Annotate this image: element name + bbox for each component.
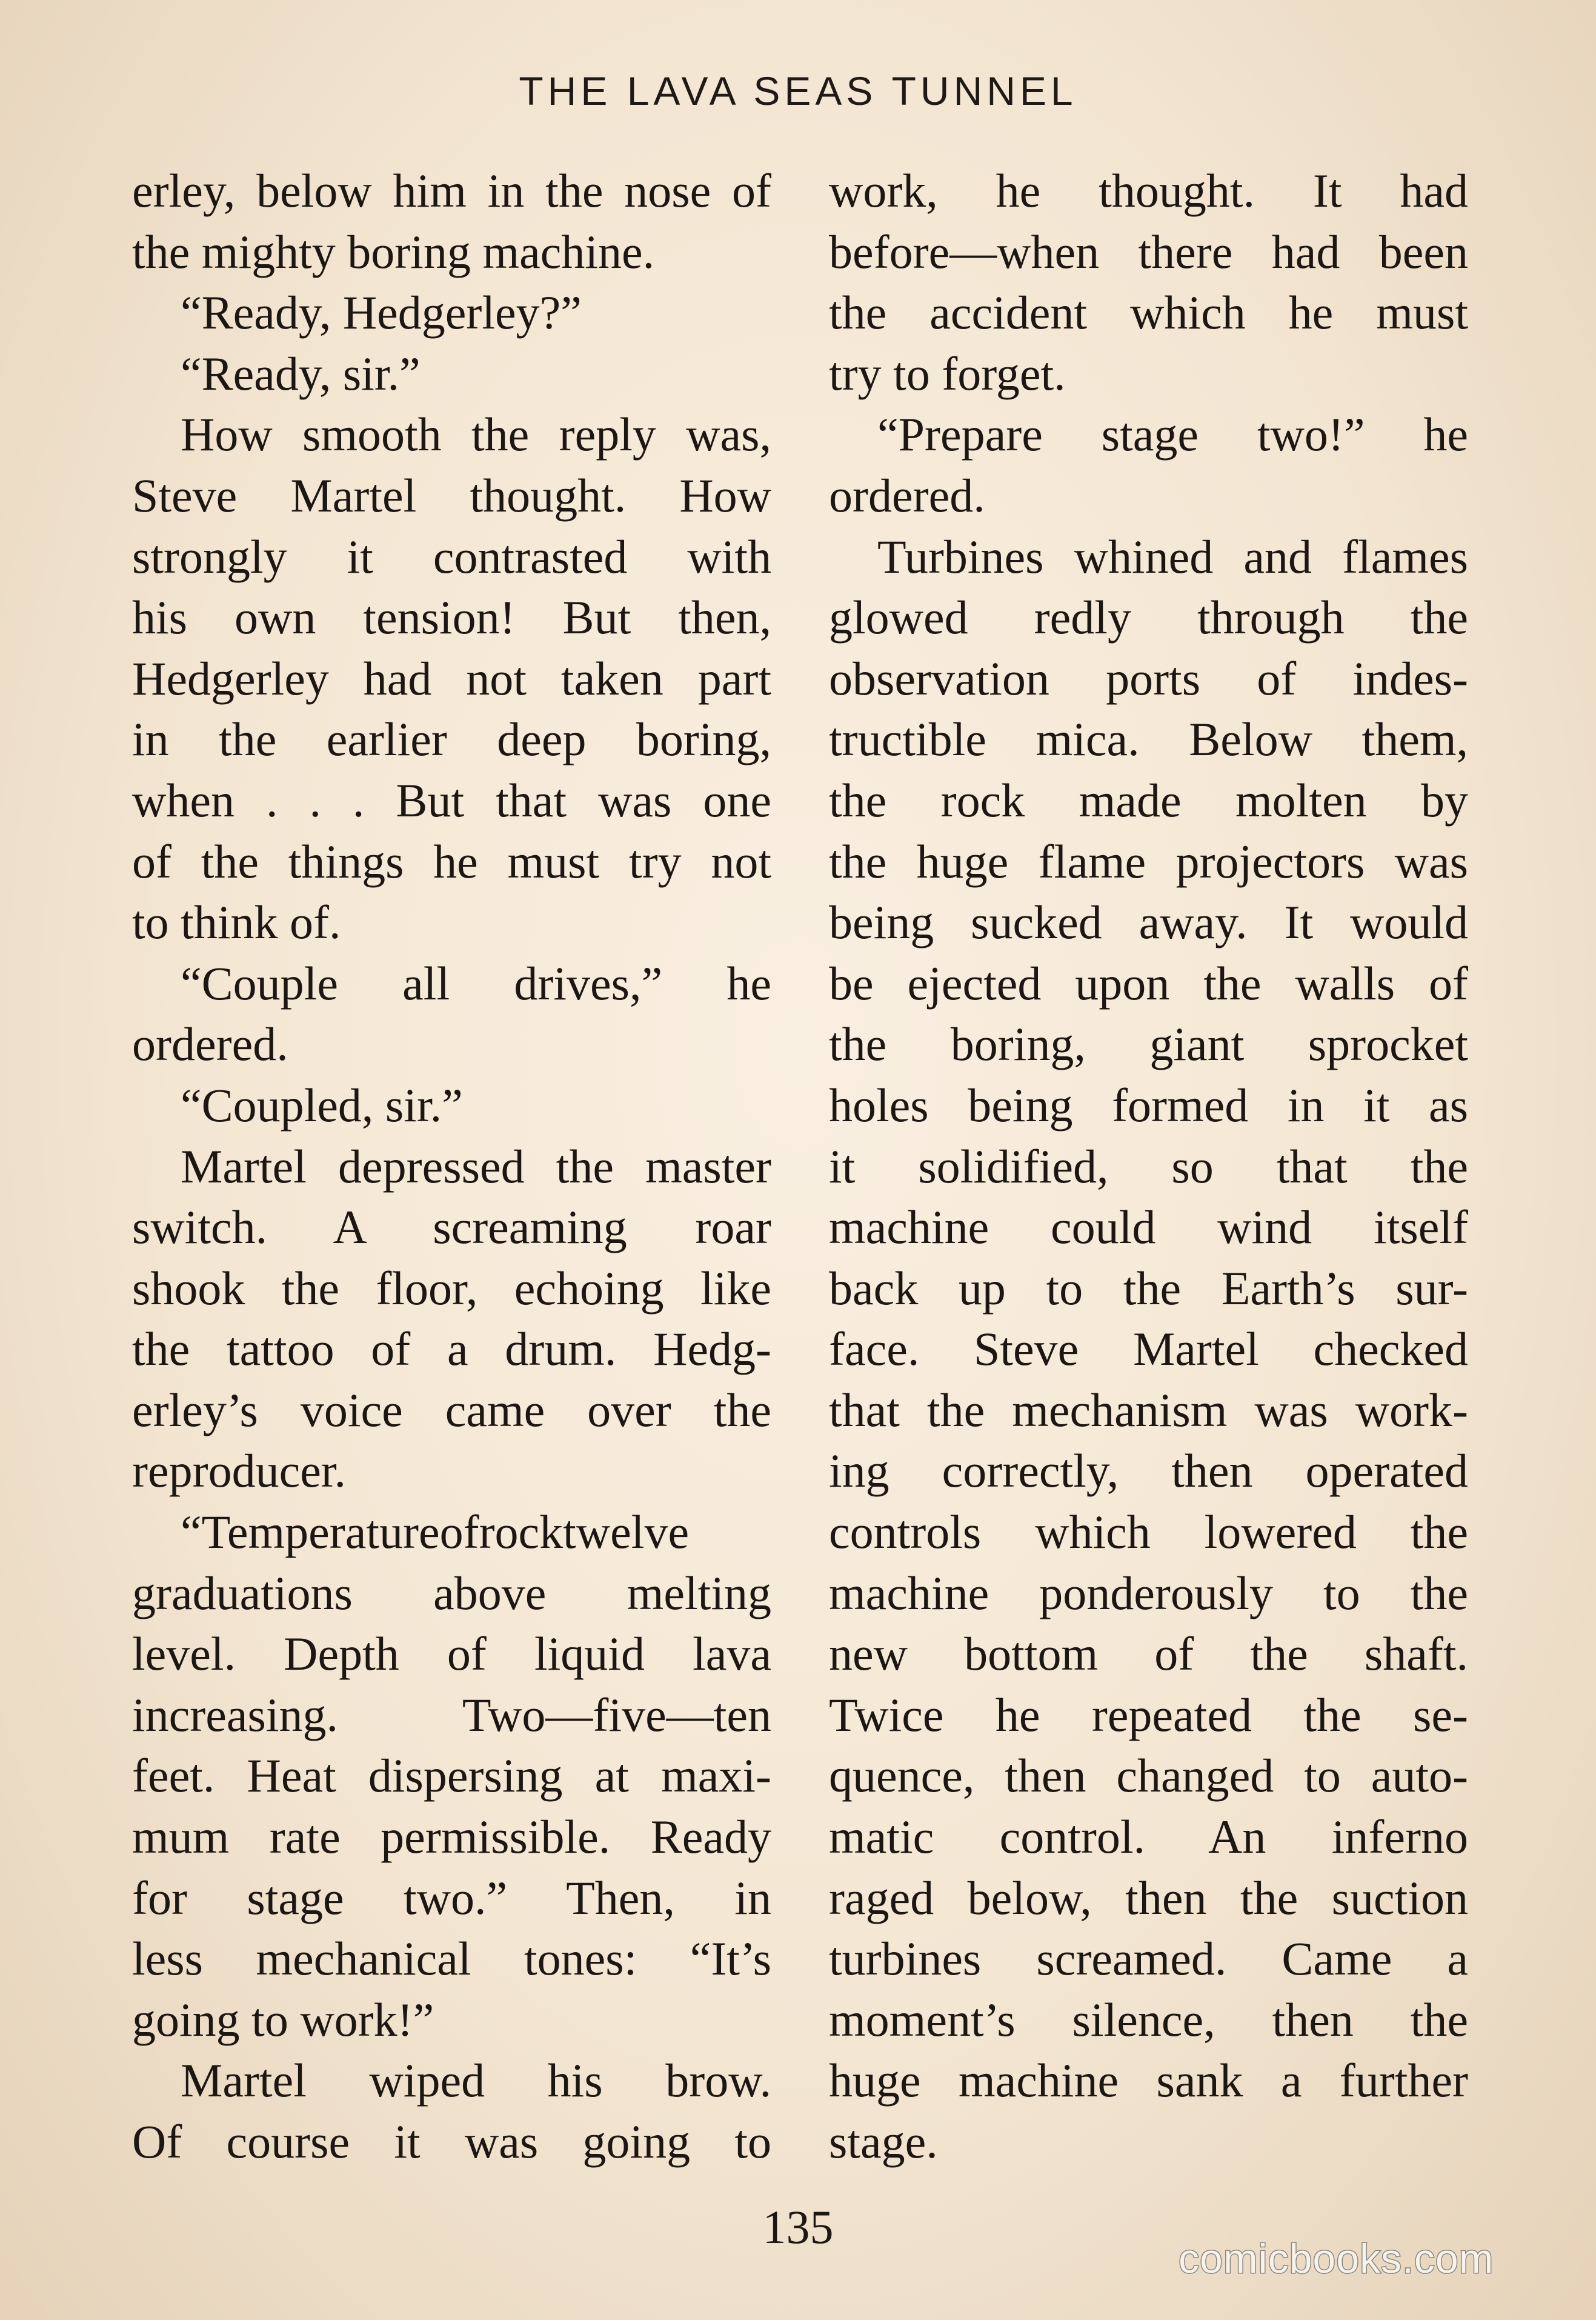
text-line: the mighty boring machine. — [132, 225, 655, 278]
text-line: work, he thought. It had — [829, 164, 1468, 217]
text-line: level. Depth of liquid lava — [132, 1627, 771, 1681]
watermark: comicbooks.com — [1179, 2236, 1494, 2282]
text-line: mum rate permissible. Ready — [132, 1810, 771, 1864]
text-line: be ejected upon the walls of — [829, 956, 1468, 1010]
text-line: erley’s voice came over the — [132, 1383, 771, 1436]
text-line: for stage two.” Then, in — [132, 1871, 771, 1924]
text-line: of the things he must try not — [132, 835, 771, 888]
text-line: the boring, giant sprocket — [829, 1018, 1468, 1071]
text-line: the rock made molten by — [829, 773, 1468, 827]
text-line: glowed redly through the — [829, 591, 1468, 644]
text-line: strongly it contrasted with — [132, 530, 771, 583]
text-line: new bottom of the shaft. — [829, 1627, 1468, 1681]
text-line: to think of. — [132, 896, 341, 949]
text-line: quence, then changed to auto- — [829, 1749, 1468, 1802]
text-line: “Ready, sir.” — [181, 347, 421, 400]
text-line: How smooth the reply was, — [181, 408, 771, 461]
text-line: “Temperatureofrocktwelve — [181, 1505, 690, 1559]
running-head: THE LAVA SEAS TUNNEL — [519, 68, 1077, 113]
text-line: Hedgerley had not taken part — [132, 652, 771, 705]
text-line: reproducer. — [132, 1444, 346, 1498]
text-line: going to work!” — [132, 1993, 434, 2046]
text-line: “Prepare stage two!” he — [877, 408, 1468, 461]
text-line: his own tension! But then, — [132, 591, 771, 644]
text-line: Martel wiped his brow. — [181, 2054, 771, 2107]
text-line: feet. Heat dispersing at maxi- — [132, 1749, 771, 1802]
text-line: the accident which he must — [829, 286, 1468, 339]
text-line: when . . . But that was one — [132, 773, 771, 827]
text-line: controls which lowered the — [829, 1505, 1468, 1559]
text-line: moment’s silence, then the — [829, 1993, 1468, 2046]
text-line: try to forget. — [829, 347, 1066, 400]
text-line: “Couple all drives,” he — [181, 956, 771, 1010]
text-line: that the mechanism was work- — [829, 1383, 1468, 1436]
text-line: observation ports of indes- — [829, 652, 1468, 705]
text-line: tructible mica. Below them, — [829, 713, 1468, 766]
text-line: erley, below him in the nose of — [132, 164, 771, 217]
text-line: Of course it was going to — [132, 2115, 771, 2168]
text-line: increasing. Two—five—ten — [132, 1688, 771, 1741]
text-line: raged below, then the suction — [829, 1871, 1468, 1924]
text-line: being sucked away. It would — [829, 896, 1468, 949]
text-line: graduations above melting — [132, 1566, 771, 1619]
text-line: face. Steve Martel checked — [829, 1322, 1468, 1376]
text-line: the tattoo of a drum. Hedg- — [132, 1322, 771, 1376]
text-line: before—when there had been — [829, 225, 1468, 278]
text-line: shook the floor, echoing like — [132, 1261, 771, 1315]
text-line: machine could wind itself — [829, 1201, 1468, 1254]
text-line: less mechanical tones: “It’s — [132, 1932, 771, 1985]
text-line: the huge flame projectors was — [829, 835, 1468, 888]
text-line: switch. A screaming roar — [132, 1201, 771, 1254]
text-line: “Ready, Hedgerley?” — [181, 286, 582, 339]
text-line: matic control. An inferno — [829, 1810, 1468, 1864]
text-line: Turbines whined and flames — [877, 530, 1468, 583]
right-text-column — [829, 161, 1468, 2173]
text-line: turbines screamed. Came a — [829, 1932, 1468, 1985]
page-number: 135 — [762, 2201, 834, 2253]
text-line: huge machine sank a further — [829, 2054, 1468, 2107]
text-line: machine ponderously to the — [829, 1566, 1468, 1619]
text-line: ing correctly, then operated — [829, 1444, 1468, 1498]
left-text-column — [132, 161, 771, 2173]
text-line: ordered. — [829, 468, 985, 522]
text-line: ordered. — [132, 1018, 288, 1071]
text-line: holes being formed in it as — [829, 1078, 1468, 1132]
text-line: Martel depressed the master — [181, 1139, 771, 1193]
text-line: back up to the Earth’s sur- — [829, 1261, 1468, 1315]
text-line: it solidified, so that the — [829, 1139, 1468, 1193]
text-line: stage. — [829, 2115, 938, 2168]
text-line: Steve Martel thought. How — [132, 468, 771, 522]
text-line: Twice he repeated the se- — [829, 1688, 1468, 1741]
text-line: in the earlier deep boring, — [132, 713, 771, 766]
text-line: “Coupled, sir.” — [181, 1078, 463, 1132]
